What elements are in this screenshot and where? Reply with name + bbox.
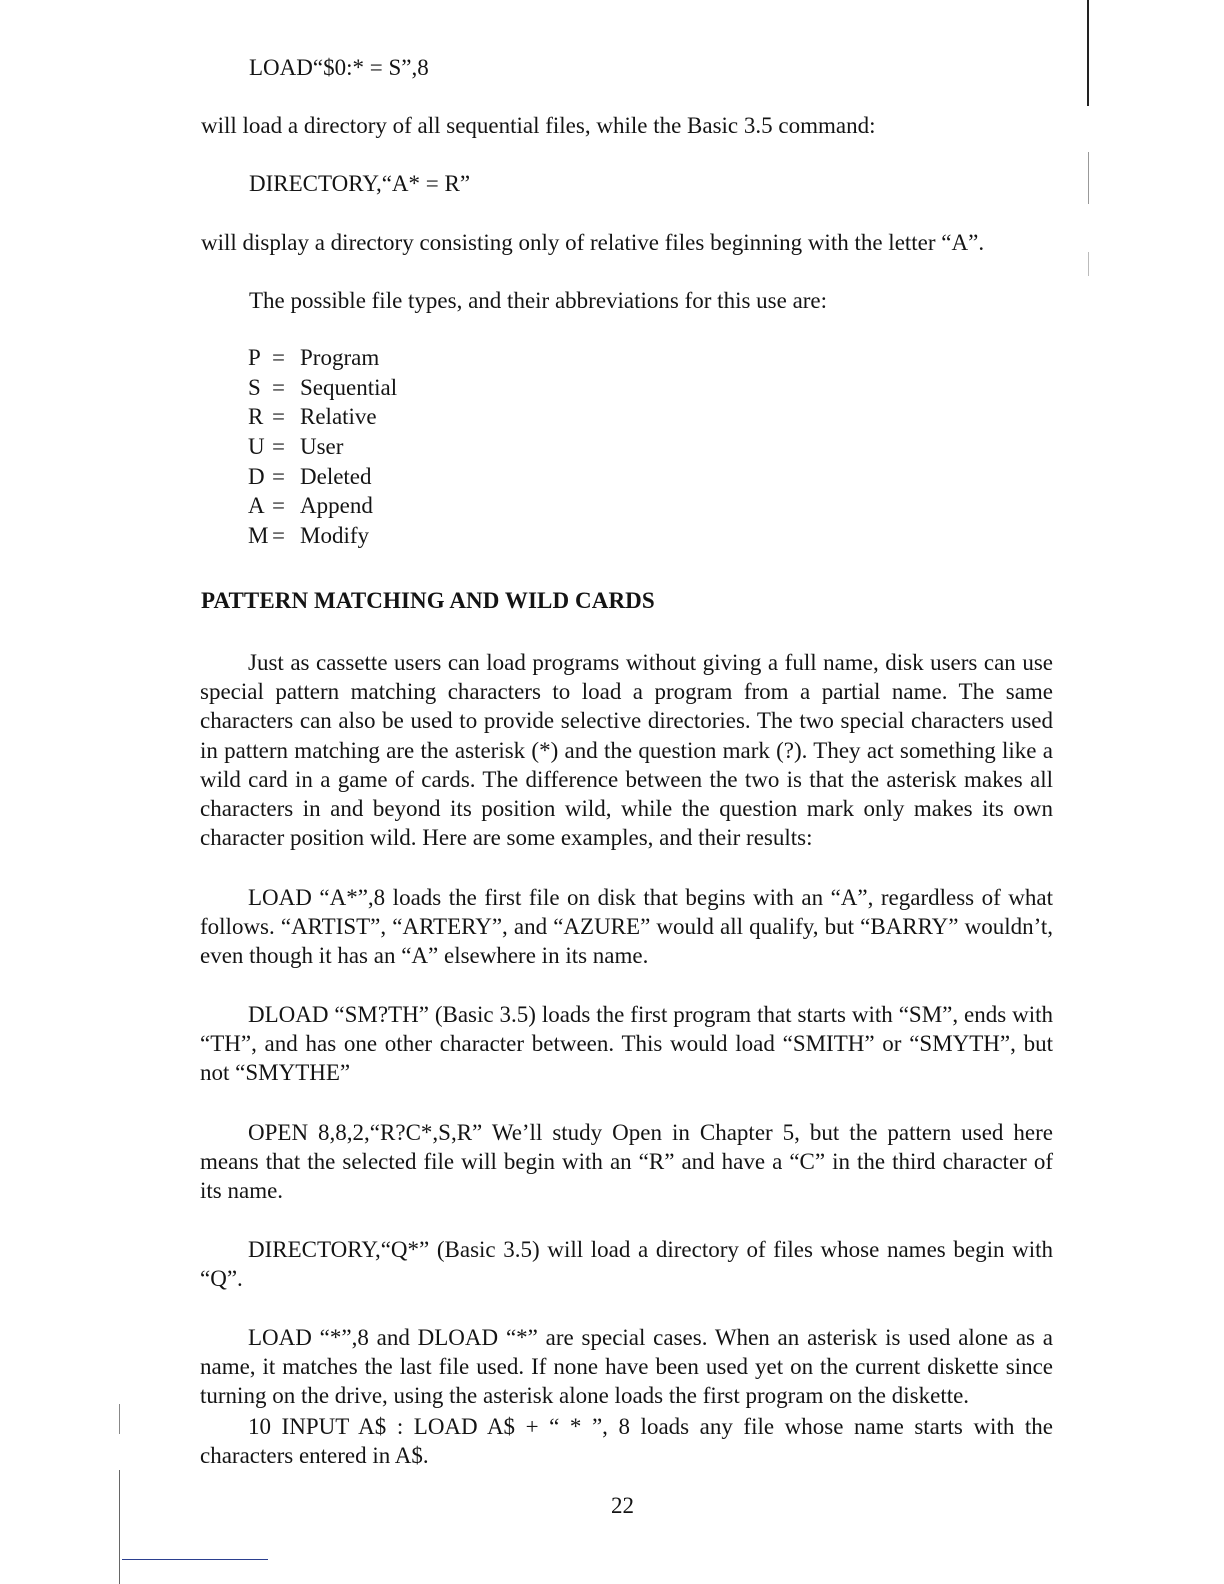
paragraph-example-open <box>200 1118 1053 1206</box>
paragraph-text: LOAD “*”,8 and DLOAD “*” are special cases. When an asterisk is used alone as a name, it matches the last file used. If none have been used yet on the current diskette since turning on the drive, using the asterisk alone loads the first program on the diskette. <box>200 1325 1053 1409</box>
file-type-equals: = <box>272 463 285 489</box>
paragraph-text: DIRECTORY,“Q*” (Basic 3.5) will load a directory of files whose names begin with “Q”. <box>200 1237 1053 1292</box>
file-type-code: R <box>248 404 264 430</box>
text-will-display-directory: will display a directory consisting only of relative files beginning with the letter “A”. <box>201 230 985 255</box>
margin-mark-top <box>1087 0 1089 106</box>
file-type-row <box>248 402 397 432</box>
section-heading: PATTERN MATCHING AND WILD CARDS <box>201 588 655 613</box>
margin-rule-bottom <box>122 1559 268 1560</box>
file-type-code: A <box>248 493 265 519</box>
file-type-row <box>248 521 397 551</box>
margin-mark-left-b <box>119 1470 120 1584</box>
file-type-row <box>248 373 397 403</box>
file-type-row <box>248 491 397 521</box>
paragraph-example-dload <box>200 1000 1053 1088</box>
margin-mark-right-a <box>1088 152 1089 204</box>
command-directory-a: DIRECTORY,“A* = R” <box>249 171 471 196</box>
file-type-equals: = <box>272 404 285 430</box>
text-will-load-directory: will load a directory of all sequential files, while the Basic 3.5 command: <box>201 113 876 138</box>
paragraph-intro <box>200 648 1053 852</box>
file-type-name: Deleted <box>300 463 372 489</box>
file-type-code: U <box>248 434 265 460</box>
file-type-code: S <box>248 374 261 400</box>
text-possible-file-types: The possible file types, and their abbreviations for this use are: <box>249 288 828 313</box>
command-load-sequential: LOAD“$0:* = S”,8 <box>249 55 429 80</box>
file-type-equals: = <box>272 434 285 460</box>
paragraph-input-example <box>200 1412 1053 1470</box>
file-type-code: P <box>248 345 261 370</box>
margin-mark-left-a <box>119 1404 120 1434</box>
file-type-name: Modify <box>300 523 369 549</box>
paragraph-text: 10 INPUT A$ : LOAD A$ + “ * ”, 8 loads any file whose name starts with the characters entered in A$. <box>200 1414 1053 1469</box>
file-type-row <box>248 432 397 462</box>
file-type-row <box>248 343 397 373</box>
file-type-code: D <box>248 463 265 489</box>
paragraph-text: DLOAD “SM?TH” (Basic 3.5) loads the first program that starts with “SM”, ends with “TH”, and has one other character between. This would load “SMITH” or “SMYTH”, but not “SMYTHE” <box>200 1002 1053 1086</box>
paragraph-example-load <box>200 883 1053 971</box>
paragraph-example-directory <box>200 1235 1053 1293</box>
file-type-row <box>248 462 397 492</box>
paragraph-text: LOAD “A*”,8 loads the first file on disk that begins with an “A”, regardless of what follows. “ARTIST”, “ARTERY”, and “AZURE” would all qualify, but “BARRY” wouldn’t, even though it has an “A” elsewhere in its name. <box>200 885 1053 969</box>
file-type-list <box>248 343 397 551</box>
file-type-equals: = <box>272 493 285 519</box>
file-type-equals: = <box>272 374 285 400</box>
file-type-code: M <box>248 523 269 549</box>
paragraph-text: OPEN 8,8,2,“R?C*,S,R” We’ll study Open in Chapter 5, but the pattern used here means that the selected file will begin with an “R” and have a “C” in the third character of its name. <box>200 1120 1053 1204</box>
file-type-name: Sequential <box>300 374 398 400</box>
file-type-name: Program <box>300 345 380 370</box>
paragraph-special-cases <box>200 1323 1053 1411</box>
paragraph-text: Just as cassette users can load programs without giving a full name, disk users can use special pattern matching characters to load a program from a partial name. The same characters can also be used to provide selective directories. The two special characters used in pattern matching are the asterisk (*) and the question mark (?). They act something like a wild card in a game of cards. The difference between the two is that the asterisk makes all characters in and beyond its position wild, while the question mark only makes its own character position wild. Here are some examples, and their results: <box>200 650 1053 851</box>
file-type-name: Append <box>300 493 373 519</box>
file-type-equals: = <box>272 523 285 549</box>
page-number: 22 <box>611 1493 634 1518</box>
file-type-equals: = <box>272 345 285 370</box>
margin-mark-right-b <box>1088 252 1089 276</box>
file-type-name: Relative <box>300 404 377 430</box>
file-type-name: User <box>300 434 344 460</box>
